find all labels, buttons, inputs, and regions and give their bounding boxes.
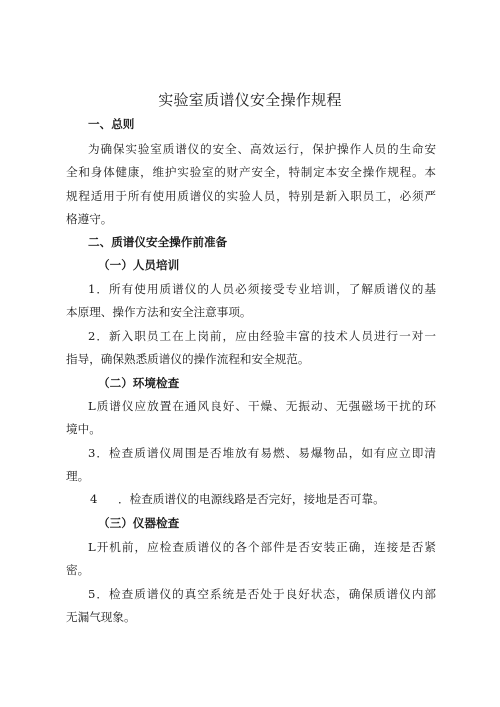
general-para-line-4: 格遵守。 bbox=[66, 212, 113, 226]
training-item-2-line-2: 指导，确保熟悉质谱仪的操作流程和安全规范。 bbox=[66, 352, 310, 366]
general-para-line-2: 全和身体健康，维护实验室的财产安全，特制定本安全操作规程。本 bbox=[66, 165, 436, 179]
section-heading-general: 一、总则 bbox=[88, 117, 135, 131]
section-heading-preparation: 二、质谱仪安全操作前准备 bbox=[88, 235, 228, 249]
training-item-1-line-1: 1．所有使用质谱仪的人员必须接受专业培训，了解质谱仪的基 bbox=[88, 282, 436, 296]
environment-item-4-text: ．检查质谱仪的电源线路是否完好，接地是否可靠。 bbox=[118, 492, 385, 506]
training-item-2-line-1: 2．新入职员工在上岗前，应由经验丰富的技术人员进行一对一 bbox=[88, 329, 436, 343]
subsection-heading-instrument: （三）仪器检查 bbox=[98, 516, 180, 530]
training-item-1-line-2: 本原理、操作方法和安全注意事项。 bbox=[66, 305, 252, 319]
document-title: 实验室质谱仪安全操作规程 bbox=[158, 91, 342, 109]
environment-item-1-line-1: L质谱仪应放置在通风良好、干燥、无振动、无强磁场干扰的环 bbox=[88, 399, 436, 413]
general-para-line-1: 为确保实验室质谱仪的安全、高效运行，保护操作人员的生命安 bbox=[88, 142, 436, 156]
environment-item-1-line-2: 境中。 bbox=[66, 422, 101, 436]
instrument-item-5-line-2: 无漏气现象。 bbox=[66, 610, 136, 624]
instrument-item-1-line-2: 密。 bbox=[66, 563, 90, 577]
general-para-line-3: 规程适用于所有使用质谱仪的实验人员，特别是新入职员工，必须严 bbox=[66, 189, 436, 203]
environment-item-3-line-2: 理。 bbox=[66, 469, 90, 483]
environment-item-4-number: 4 bbox=[90, 492, 98, 506]
subsection-heading-environment: （二）环境检查 bbox=[98, 376, 180, 390]
instrument-item-5-line-1: 5．检查质谱仪的真空系统是否处于良好状态，确保质谱仪内部 bbox=[88, 587, 436, 601]
subsection-heading-training: （一）人员培训 bbox=[98, 258, 180, 272]
environment-item-3-line-1: 3．检查质谱仪周围是否堆放有易燃、易爆物品，如有应立即清 bbox=[88, 446, 436, 460]
instrument-item-1-line-1: L开机前，应检查质谱仪的各个部件是否安装正确，连接是否紧 bbox=[88, 540, 436, 554]
